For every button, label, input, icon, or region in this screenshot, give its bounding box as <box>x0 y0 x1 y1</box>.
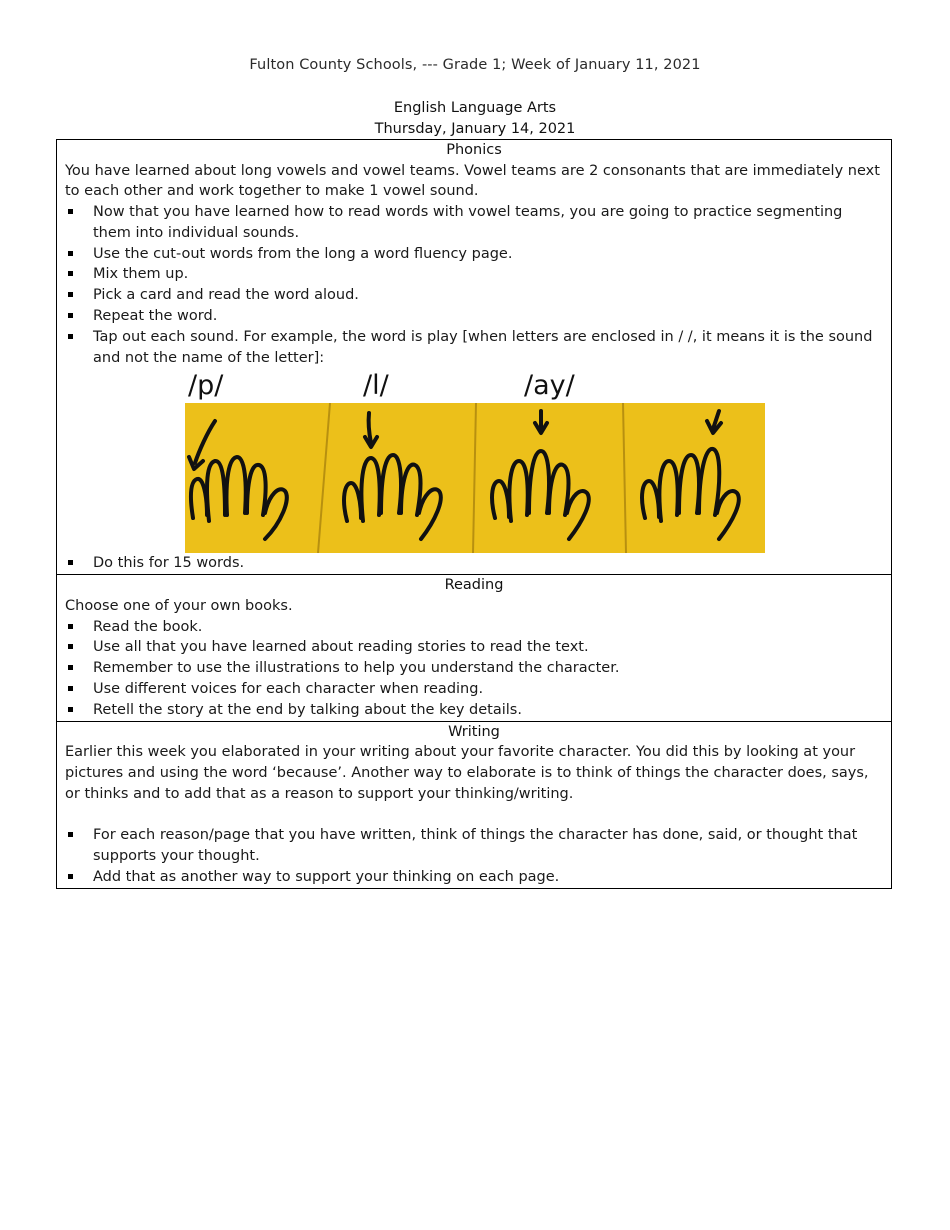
reading-title: Reading <box>444 577 504 594</box>
sound-labels <box>65 369 883 403</box>
hand-1 <box>189 421 287 539</box>
hand-2 <box>344 413 441 539</box>
list-item: Pick a card and read the word aloud. <box>65 285 883 306</box>
list-item: Mix them up. <box>65 264 883 285</box>
subject-title: English Language Arts <box>393 100 557 116</box>
hands-tapping-image <box>185 403 765 553</box>
note-seam <box>318 403 330 553</box>
writing-intro: Earlier this week you elaborated in your writing about your favorite character. You did this by looking at your pictures and using the word ‘because’. Another way to elaborate is to think of things the character does, says, or thinks and to add that as a reason to support your thinking/writing. <box>65 744 869 802</box>
reading-intro: Choose one of your own books. <box>65 597 293 614</box>
hand-3 <box>492 411 589 539</box>
list-item: Add that as another way to support your thinking on each page. <box>65 867 883 888</box>
list-item: Use different voices for each character when reading. <box>65 679 883 700</box>
list-item: Read the book. <box>65 617 883 638</box>
list-item: Use all that you have learned about reading stories to read the text. <box>65 637 883 658</box>
list-item: Retell the story at the end by talking about the key details. <box>65 700 883 721</box>
writing-section <box>57 722 891 888</box>
hand-drawings-icon <box>185 403 765 553</box>
phonics-final-bullets <box>65 553 883 574</box>
phonics-title: Phonics <box>446 142 502 158</box>
list-item: Use the cut-out words from the long a word fluency page. <box>65 244 883 265</box>
phonics-bullets <box>65 202 883 368</box>
lesson-table <box>56 139 892 889</box>
list-item: Now that you have learned how to read words with vowel teams, you are going to practice segmenting them into individual sounds. <box>65 202 883 244</box>
list-item: Repeat the word. <box>65 306 883 327</box>
writing-bullets <box>65 825 883 887</box>
sound-label-ay: /ay/ <box>524 370 575 402</box>
phonics-section <box>57 140 891 575</box>
sound-label-p: /p/ <box>188 370 224 402</box>
writing-title: Writing <box>448 723 500 740</box>
list-item: Remember to use the illustrations to help you understand the character. <box>65 658 883 679</box>
spacer <box>65 804 883 825</box>
sound-label-l: /l/ <box>363 370 389 402</box>
list-item: For each reason/page that you have written, think of things the character has done, said, or thought that supports your thought. <box>65 825 883 867</box>
list-item: Do this for 15 words. <box>65 553 883 574</box>
list-item: Tap out each sound. For example, the word is play [when letters are enclosed in / /, it means it is the sound and not the name of the letter]: <box>65 327 883 369</box>
note-seam <box>623 403 626 553</box>
date-title: Thursday, January 14, 2021 <box>374 121 576 137</box>
page-header: Fulton County Schools, --- Grade 1; Week of January 11, 2021 <box>249 57 701 73</box>
reading-bullets <box>65 617 883 721</box>
note-seam <box>473 403 476 553</box>
reading-section <box>57 575 891 721</box>
phonics-intro: You have learned about long vowels and vowel teams. Vowel teams are 2 consonants that are immediately next to each other and work together to make 1 vowel sound. <box>65 162 880 200</box>
hand-4 <box>642 411 739 539</box>
